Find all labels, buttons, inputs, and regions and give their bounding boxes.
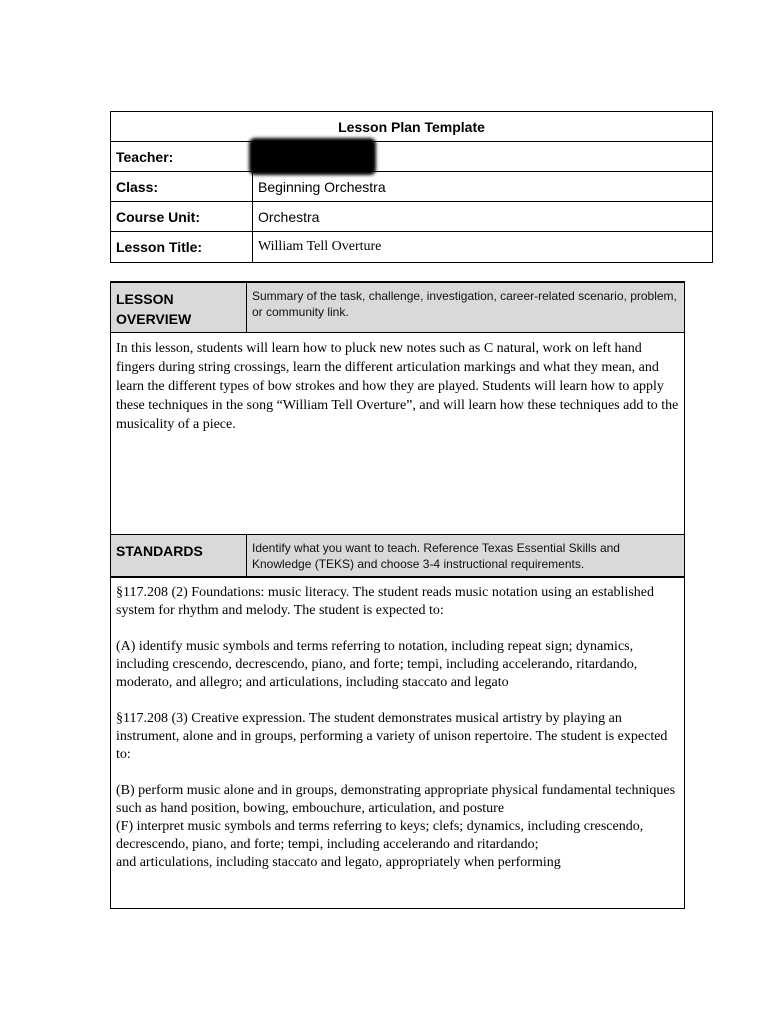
standard-paragraph: (F) interpret music symbols and terms referring to keys; clefs; dynamics, including crescendo, decrescendo, piano, and forte; tempi, including accelerando and ritardando; [116, 819, 644, 852]
header-title: Lesson Plan Template [111, 112, 712, 142]
header-table [110, 111, 713, 263]
lesson-title-value: William Tell Overture [258, 239, 382, 254]
standards-header [111, 535, 684, 578]
standards-body [111, 578, 684, 878]
class-value: Beginning Orchestra [258, 178, 386, 195]
lesson-table [110, 281, 685, 909]
class-row [111, 172, 712, 202]
lesson-overview-header [111, 283, 684, 333]
lesson-title-row [111, 232, 712, 262]
lesson-overview-description: Summary of the task, challenge, investigation, career-related scenario, problem, or community link. [252, 289, 677, 319]
course-unit-row [111, 202, 712, 232]
standard-paragraph: (B) perform music alone and in groups, demonstrating appropriate physical fundamental techniques such as hand position, bowing, embouchure, articulation, and posture [116, 783, 676, 816]
standard-paragraph: §117.208 (2) Foundations: music literacy. The student reads music notation using an established [116, 585, 655, 600]
teacher-row [111, 142, 712, 172]
teacher-label: Teacher: [111, 142, 253, 171]
standard-paragraph: (A) identify music symbols and terms referring to notation, including repeat sign; dynamics, including crescendo, decrescendo, piano, and forte; tempi, including accelerando, ritardando, moderato, and allegro; and articulations, including staccato and legato [116, 639, 638, 690]
lesson-overview-body: In this lesson, students will learn how to pluck new notes such as C natural, work on left hand fingers during string crossings, learn the different articulation markings and what they mean, and learn the different types of bow strokes and how they are played. Students will learn how to apply these techniques in the song “William Tell Overture”, and will learn how these techniques add to the musicality of a piece. [111, 333, 684, 535]
standard-paragraph: §117.208 (3) Creative expression. The student demonstrates musical artistry by playing an instrument, alone and in groups, performing a variety of unison repertoire. The student is expected to: [116, 711, 668, 762]
course-unit-value: Orchestra [258, 208, 320, 225]
standards-description: Identify what you want to teach. Reference Texas Essential Skills and Knowledge (TEKS) and choose 3-4 instructional requirements. [252, 541, 620, 571]
standard-paragraph: and articulations, including staccato and legato, appropriately when performing [116, 855, 561, 870]
lesson-overview-label: LESSON OVERVIEW [111, 283, 247, 332]
course-unit-label: Course Unit: [111, 202, 253, 231]
class-label: Class: [111, 172, 253, 201]
standards-label: STANDARDS [111, 535, 247, 576]
redaction-mark [249, 138, 376, 175]
standard-paragraph: system for rhythm and melody. The student is expected to: [116, 603, 444, 618]
lesson-title-label: Lesson Title: [111, 232, 253, 262]
